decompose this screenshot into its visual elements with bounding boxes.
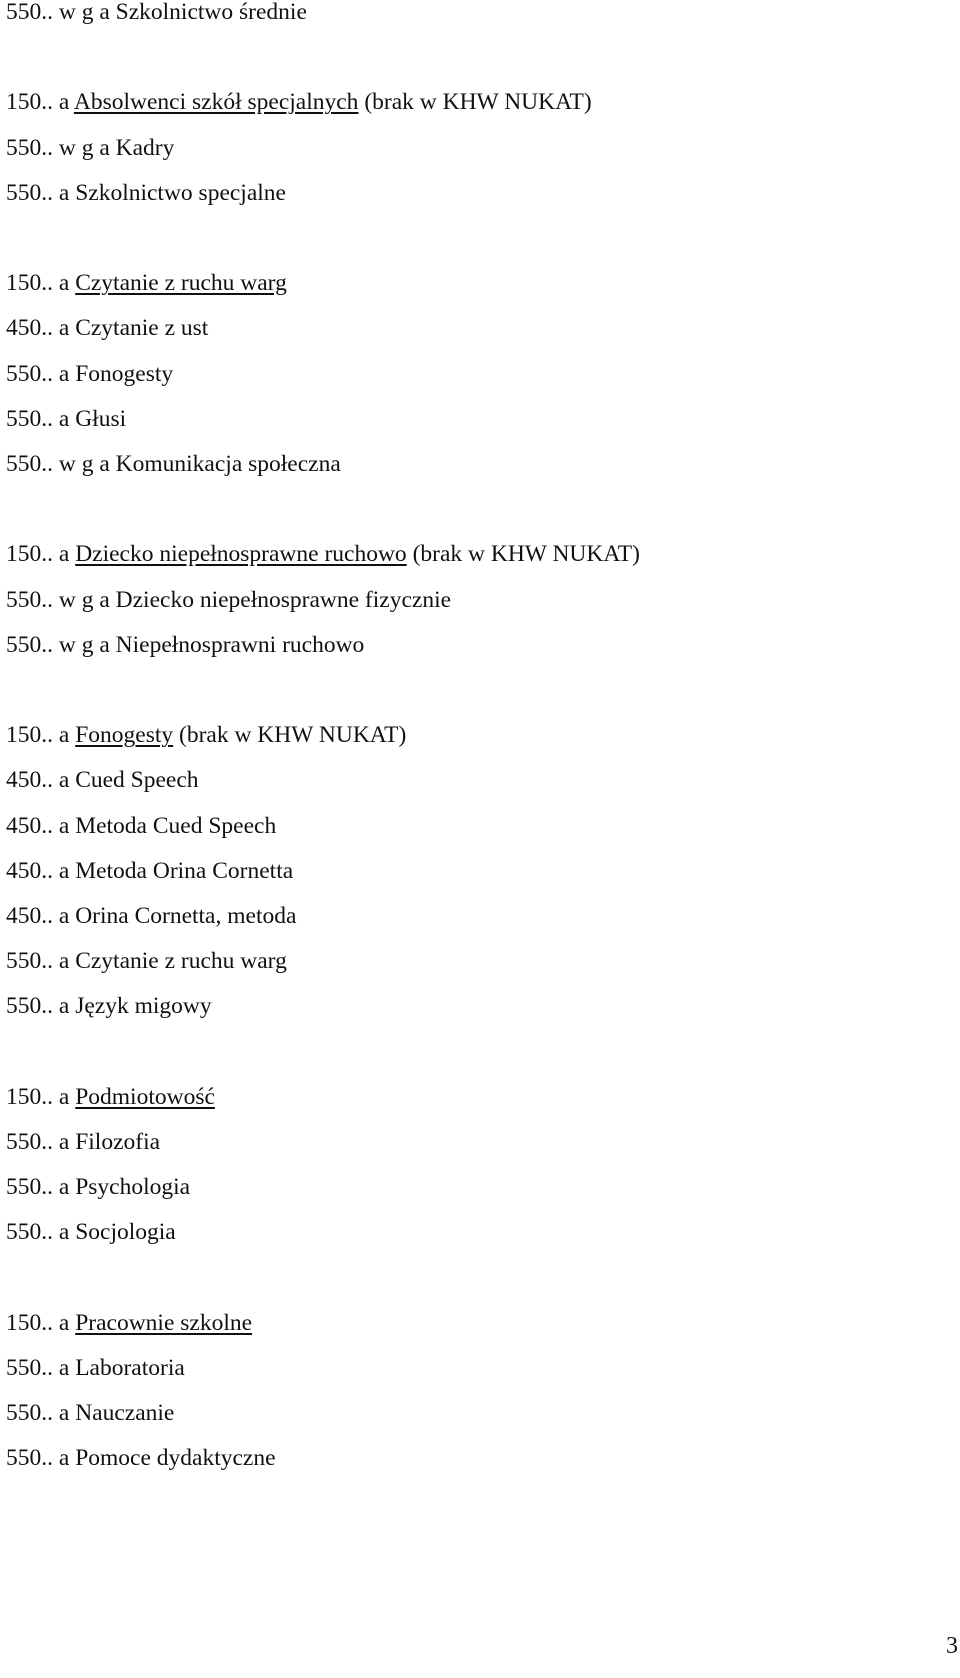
field-code: 550.. a bbox=[6, 1355, 76, 1381]
field-code: 550.. a bbox=[6, 1174, 76, 1201]
field-code: 550.. a bbox=[6, 360, 76, 387]
subject-term: Czytanie z ruchu warg bbox=[75, 948, 287, 975]
heading-line bbox=[6, 360, 173, 388]
heading-line bbox=[6, 947, 287, 975]
subject-term: Laboratoria bbox=[75, 1355, 185, 1381]
heading-line bbox=[6, 450, 341, 478]
subject-term: Metoda Orina Cornetta bbox=[75, 857, 294, 884]
heading-line bbox=[6, 992, 212, 1020]
heading-line bbox=[6, 1083, 215, 1111]
heading-line bbox=[6, 1218, 176, 1246]
subject-term: Orina Cornetta, metoda bbox=[75, 903, 297, 929]
subject-term: Dziecko niepełnosprawne ruchowo bbox=[75, 541, 407, 568]
heading-line bbox=[6, 1309, 252, 1337]
term-note: (brak w KHW NUKAT) bbox=[406, 541, 640, 568]
subject-term: Cued Speech bbox=[75, 767, 199, 794]
subject-term: Język migowy bbox=[75, 993, 212, 1020]
field-code: 450.. a bbox=[6, 857, 76, 884]
field-code: 550.. a bbox=[6, 1400, 76, 1427]
field-code: 550.. a bbox=[6, 1219, 76, 1246]
heading-line bbox=[6, 179, 286, 207]
page-number: 3 bbox=[946, 1633, 958, 1659]
field-code: 450.. a bbox=[6, 767, 76, 794]
field-code: 150.. a bbox=[6, 1083, 76, 1110]
field-code: 550.. w g a bbox=[6, 0, 116, 25]
subject-term: Szkolnictwo średnie bbox=[115, 0, 307, 25]
heading-line bbox=[6, 902, 296, 930]
subject-term: Podmiotowość bbox=[75, 1083, 215, 1110]
heading-line bbox=[6, 314, 208, 342]
heading-line bbox=[6, 766, 199, 794]
heading-line bbox=[6, 857, 293, 885]
field-code: 150.. a bbox=[6, 722, 76, 749]
subject-term: Psychologia bbox=[75, 1174, 191, 1201]
field-code: 450.. a bbox=[6, 315, 76, 342]
subject-term: Czytanie z ust bbox=[75, 315, 209, 342]
heading-line bbox=[6, 88, 592, 116]
heading-line bbox=[6, 586, 451, 614]
subject-term: Niepełnosprawni ruchowo bbox=[115, 631, 365, 658]
term-note: (brak w KHW NUKAT) bbox=[358, 89, 592, 116]
field-code: 550.. a bbox=[6, 1129, 76, 1155]
term-note: (brak w KHW NUKAT) bbox=[173, 722, 407, 749]
heading-line bbox=[6, 134, 174, 162]
heading-line bbox=[6, 1399, 174, 1427]
subject-term: Nauczanie bbox=[75, 1400, 175, 1427]
field-code: 450.. a bbox=[6, 903, 76, 929]
field-code: 550.. w g a bbox=[6, 451, 116, 477]
heading-line bbox=[6, 405, 126, 433]
field-code: 550.. w g a bbox=[6, 134, 116, 161]
heading-line bbox=[6, 812, 276, 840]
subject-term: Dziecko niepełnosprawne fizycznie bbox=[115, 586, 452, 613]
heading-line bbox=[6, 1173, 190, 1201]
heading-line bbox=[6, 721, 406, 749]
subject-term: Głusi bbox=[75, 405, 127, 432]
field-code: 150.. a bbox=[6, 1309, 76, 1336]
field-code: 150.. a bbox=[6, 89, 74, 116]
subject-term: Absolwenci szkół specjalnych bbox=[73, 89, 359, 116]
field-code: 550.. w g a bbox=[6, 631, 116, 658]
subject-term: Pomoce dydaktyczne bbox=[75, 1445, 276, 1472]
subject-term: Fonogesty bbox=[75, 722, 174, 749]
field-code: 550.. a bbox=[6, 993, 76, 1020]
heading-line bbox=[6, 269, 287, 297]
heading-line bbox=[6, 1444, 276, 1472]
subject-term: Fonogesty bbox=[75, 360, 174, 387]
subject-term: Kadry bbox=[115, 134, 175, 161]
heading-line bbox=[6, 540, 640, 568]
field-code: 550.. w g a bbox=[6, 586, 116, 613]
field-code: 550.. a bbox=[6, 179, 76, 206]
subject-term: Szkolnictwo specjalne bbox=[75, 179, 286, 206]
field-code: 150.. a bbox=[6, 270, 76, 297]
subject-term: Pracownie szkolne bbox=[75, 1309, 253, 1336]
field-code: 550.. a bbox=[6, 948, 76, 975]
heading-line bbox=[6, 1354, 185, 1382]
field-code: 550.. a bbox=[6, 405, 76, 432]
subject-term: Filozofia bbox=[75, 1129, 161, 1155]
subject-term: Czytanie z ruchu warg bbox=[75, 270, 287, 297]
subject-term: Socjologia bbox=[75, 1219, 176, 1246]
subject-term: Metoda Cued Speech bbox=[75, 812, 277, 839]
field-code: 450.. a bbox=[6, 812, 76, 839]
field-code: 150.. a bbox=[6, 541, 76, 568]
field-code: 550.. a bbox=[6, 1445, 76, 1472]
heading-line bbox=[6, 631, 364, 659]
heading-line bbox=[6, 0, 307, 26]
heading-line bbox=[6, 1128, 160, 1156]
subject-term: Komunikacja społeczna bbox=[115, 451, 341, 477]
